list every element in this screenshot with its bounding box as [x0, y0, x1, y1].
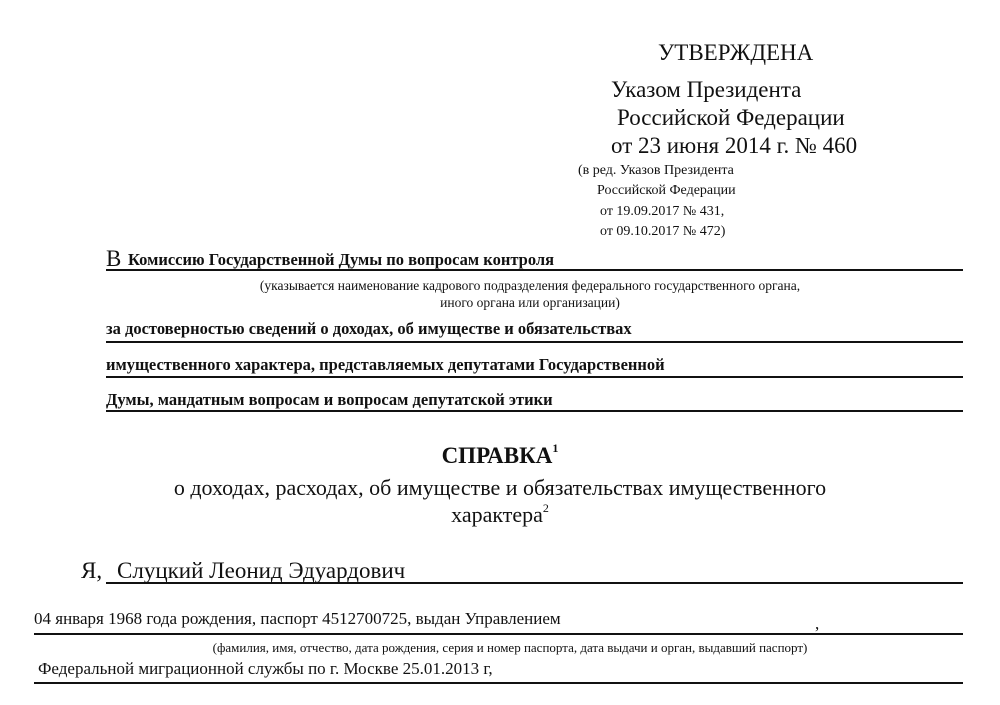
- addressee-underline-3: [106, 376, 963, 378]
- declarant-prefix: Я,: [81, 558, 103, 583]
- amendment-line-2: Российской Федерации: [597, 183, 736, 198]
- document-subtitle-line-1: о доходах, расходах, об имуществе и обязательствах имущественного: [173, 475, 827, 500]
- document-subtitle-line-2: характера$^2$: [451, 500, 549, 527]
- amendment-line-3: от 19.09.2017 № 431,: [600, 204, 725, 219]
- amendment-line-4: от 09.10.2017 № 472): [600, 224, 726, 239]
- birth-passport-line: 04 января 1968 года рождения, паспорт 4512700725, выдан Управлением: [34, 609, 561, 628]
- document-title: СПРАВКА$^1$: [441, 441, 559, 468]
- birth-passport-trailing-comma: ,: [815, 614, 820, 633]
- addressee-underline-4: [106, 410, 963, 412]
- birth-passport-underline: [34, 633, 963, 635]
- addressee-hint-line-1: (указывается наименование кадрового подразделения федерального государственного органа,: [259, 278, 801, 293]
- addressee-line-2: за достоверностью сведений о доходах, об имуществе и обязательствах: [106, 319, 632, 338]
- amendment-line-1: (в ред. Указов Президента: [578, 163, 734, 178]
- declarant-name-underline: [106, 582, 963, 584]
- addressee-line-1: Комиссию Государственной Думы по вопросам контроля: [128, 250, 555, 269]
- passport-issuer-underline: [34, 682, 963, 684]
- addressee-underline-2: [106, 341, 963, 343]
- approval-decree-line: Указом Президента: [611, 77, 802, 102]
- addressee-line-4: Думы, мандатным вопросам и вопросам депутатской этики: [106, 390, 553, 409]
- addressee-prefix: В: [106, 246, 122, 271]
- addressee-underline-1: [106, 269, 963, 271]
- addressee-line-3: имущественного характера, представляемых депутатами Государственной: [106, 355, 665, 374]
- approval-country-line: Российской Федерации: [617, 105, 845, 130]
- passport-issuer-line: Федеральной миграционной службы по г. Москве 25.01.2013 г,: [38, 659, 493, 678]
- passport-hint: (фамилия, имя, отчество, дата рождения, серия и номер паспорта, дата выдачи и орган, выдавший паспорт): [212, 640, 808, 655]
- approval-title: УТВЕРЖДЕНА: [658, 40, 814, 65]
- approval-date-line: от 23 июня 2014 г. № 460: [611, 133, 858, 158]
- declarant-name: Слуцкий Леонид Эдуардович: [117, 558, 406, 583]
- subtitle-footnote-mark: 2: [542, 500, 549, 515]
- title-footnote-mark: 1: [552, 441, 559, 456]
- addressee-hint-line-2: иного органа или организации): [440, 295, 620, 310]
